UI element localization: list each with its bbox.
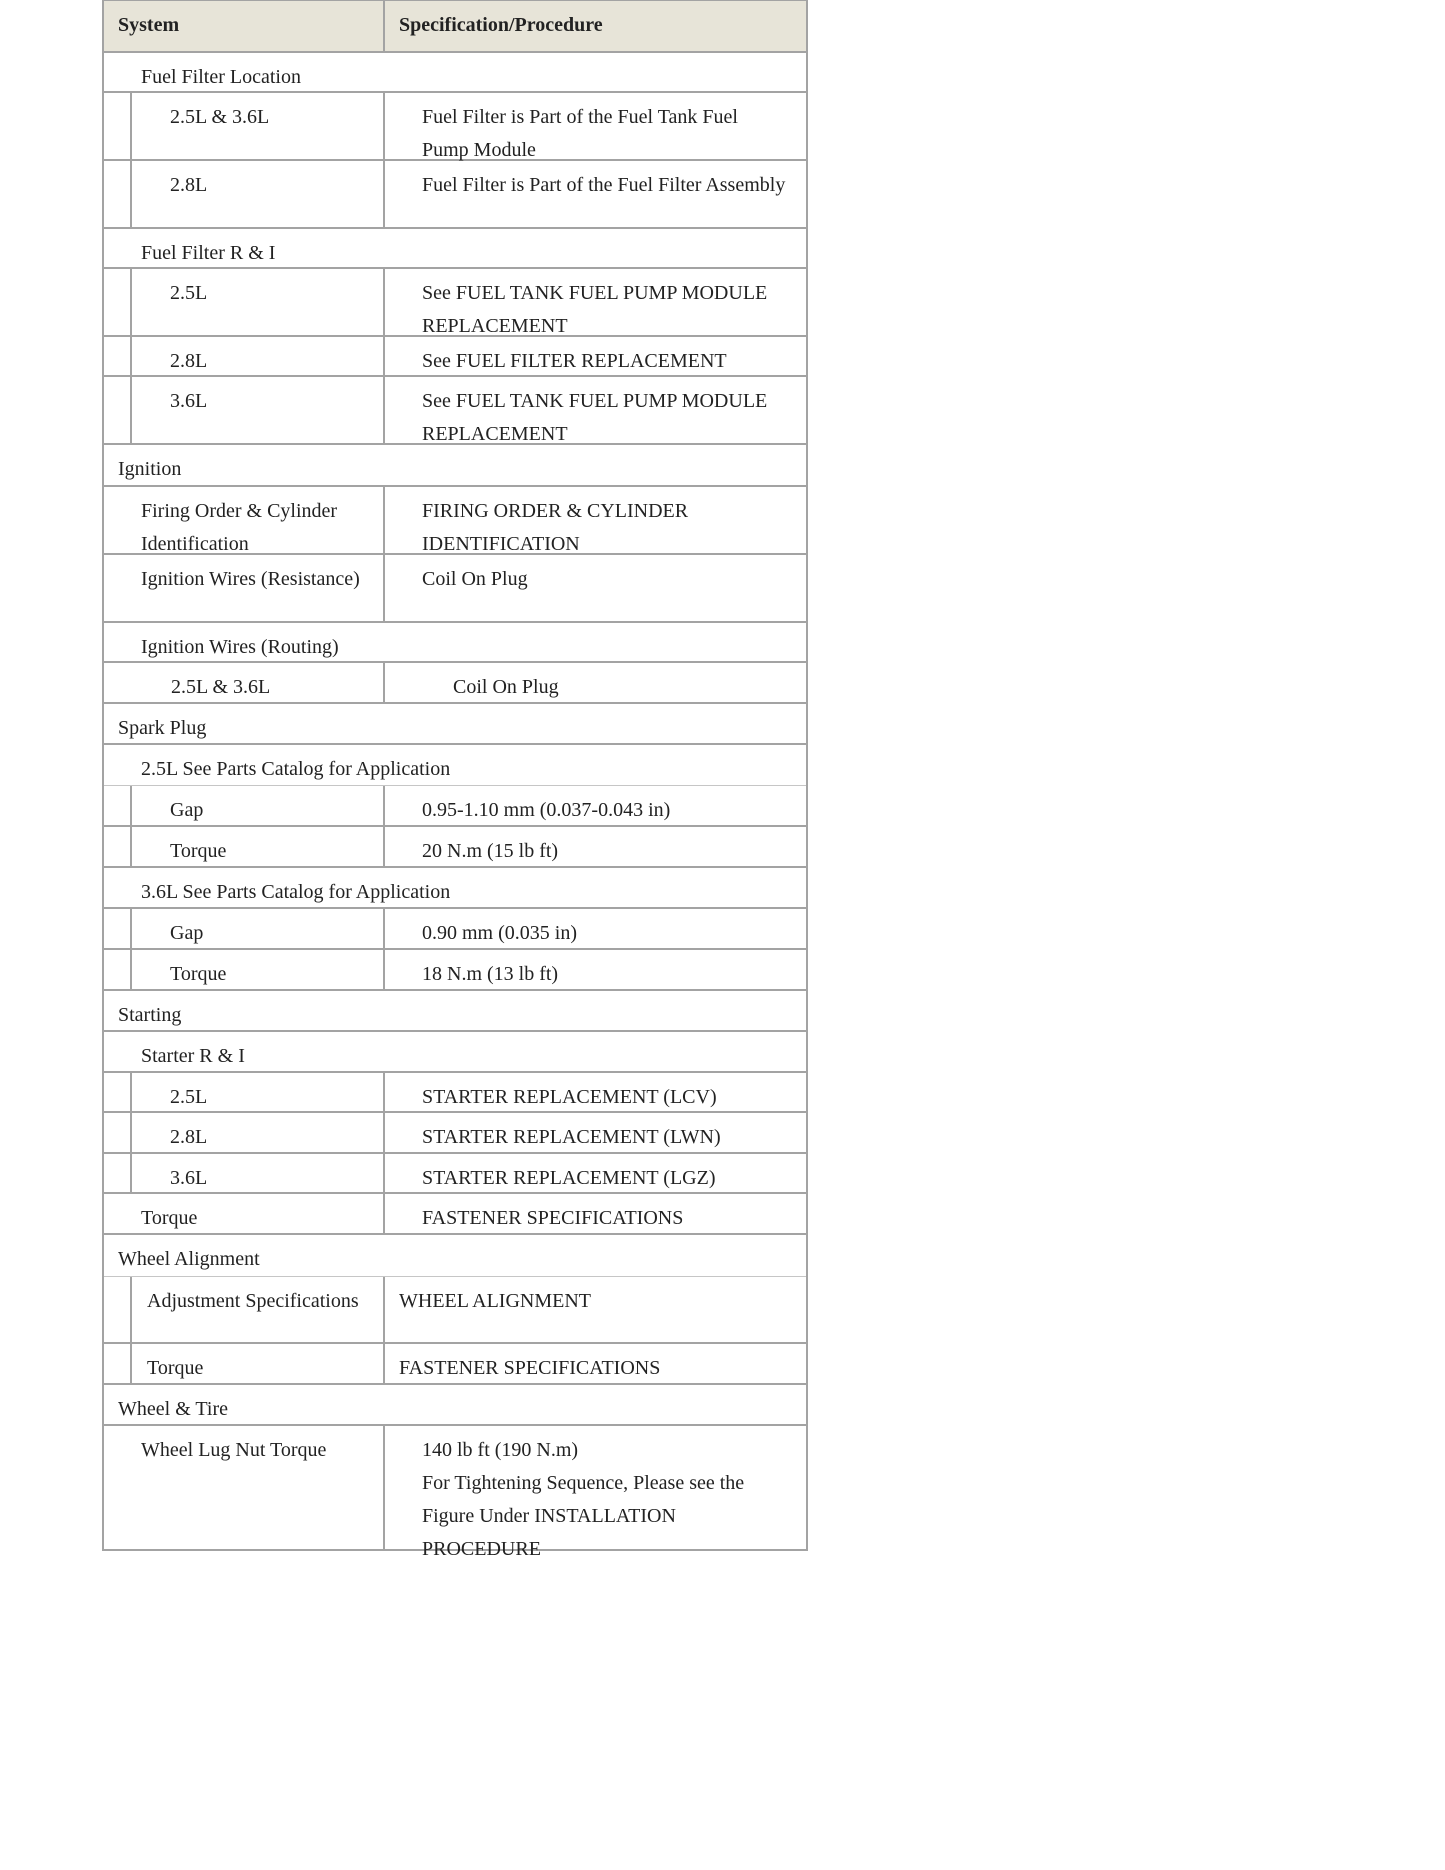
system-label: Gap — [170, 799, 204, 821]
indent-gutter — [104, 1277, 132, 1342]
header-system: System — [104, 1, 385, 51]
system-label: 2.8L — [170, 174, 208, 196]
table-row — [104, 337, 806, 377]
system-cell — [104, 555, 385, 621]
system-label: Adjustment Specifications — [147, 1290, 359, 1312]
spec-value: WHEEL ALIGNMENT — [399, 1290, 591, 1312]
system-label: Wheel Lug Nut Torque — [141, 1439, 327, 1461]
section-label: 2.5L See Parts Catalog for Application — [141, 758, 451, 780]
system-cell — [104, 1154, 385, 1192]
table-row — [104, 1277, 806, 1344]
table-row — [104, 1426, 806, 1560]
table-row — [104, 93, 806, 161]
spec-value: STARTER REPLACEMENT (LCV) — [422, 1086, 717, 1108]
table-row — [104, 1113, 806, 1154]
indent-gutter — [104, 1113, 132, 1152]
system-cell — [104, 663, 385, 702]
table-row — [104, 786, 806, 827]
spec-value: STARTER REPLACEMENT (LGZ) — [422, 1167, 716, 1189]
section-row — [104, 229, 806, 269]
system-cell — [104, 269, 385, 335]
spec-value: See FUEL TANK FUEL PUMP MODULE REPLACEMENT — [422, 282, 768, 337]
indent-gutter — [104, 93, 132, 159]
spec-value: 0.95-1.10 mm (0.037-0.043 in) — [422, 799, 671, 821]
spec-value: 20 N.m (15 lb ft) — [422, 840, 559, 862]
spec-value: 18 N.m (13 lb ft) — [422, 963, 559, 985]
table-row — [104, 950, 806, 991]
spec-value: FASTENER SPECIFICATIONS — [399, 1357, 661, 1379]
table-row — [104, 663, 806, 704]
indent-gutter — [104, 827, 132, 866]
spec-value: STARTER REPLACEMENT (LWN) — [422, 1126, 721, 1148]
system-cell — [104, 1344, 385, 1383]
system-cell — [104, 1073, 385, 1111]
section-row — [104, 53, 806, 93]
section-row — [104, 623, 806, 663]
table-row — [104, 555, 806, 623]
table-row — [104, 1073, 806, 1113]
indent-gutter — [104, 1073, 132, 1111]
table-row — [104, 909, 806, 950]
system-cell — [104, 1113, 385, 1152]
section-label: 3.6L See Parts Catalog for Application — [141, 881, 451, 903]
section-label: Starter R & I — [141, 1045, 245, 1067]
table-row — [104, 269, 806, 337]
table-body — [104, 53, 806, 1560]
spec-value: 140 lb ft (190 N.m) For Tightening Sequence, Please see the Figure Under INSTALLATION PROCEDURE — [422, 1439, 745, 1560]
header-spec: Specification/Procedure — [399, 14, 603, 36]
section-label: Starting — [118, 1004, 182, 1026]
system-cell — [104, 161, 385, 227]
spec-table — [102, 0, 808, 1560]
system-cell — [104, 337, 385, 375]
system-label: 3.6L — [170, 1167, 208, 1189]
spec-value: 0.90 mm (0.035 in) — [422, 922, 577, 944]
system-cell — [104, 93, 385, 159]
section-label: Wheel & Tire — [118, 1398, 228, 1420]
section-row — [104, 1235, 806, 1277]
section-label: Fuel Filter R & I — [141, 242, 276, 264]
section-label: Ignition — [118, 458, 182, 480]
indent-gutter — [104, 161, 132, 227]
system-cell — [104, 487, 385, 553]
system-label: 2.5L & 3.6L — [171, 676, 271, 698]
system-cell — [104, 1277, 385, 1342]
system-label: 3.6L — [170, 390, 208, 412]
system-cell — [104, 786, 385, 825]
spec-value: Coil On Plug — [422, 568, 528, 590]
section-label: Wheel Alignment — [118, 1248, 260, 1270]
system-cell — [104, 950, 385, 989]
indent-gutter — [104, 1344, 132, 1383]
spec-value: Coil On Plug — [453, 676, 559, 698]
section-row — [104, 1385, 806, 1426]
indent-gutter — [104, 950, 132, 989]
spec-value: See FUEL FILTER REPLACEMENT — [422, 350, 727, 372]
system-cell — [104, 909, 385, 948]
table-row — [104, 377, 806, 445]
spec-value: Fuel Filter is Part of the Fuel Tank Fuel Pump Module — [422, 106, 738, 161]
system-label: Firing Order & Cylinder Identification — [141, 500, 338, 555]
system-label: 2.5L — [170, 1086, 208, 1108]
system-cell — [104, 1194, 385, 1233]
indent-gutter — [104, 337, 132, 375]
system-label: Gap — [170, 922, 204, 944]
section-row — [104, 991, 806, 1032]
section-row — [104, 704, 806, 745]
system-label: Torque — [141, 1207, 198, 1229]
section-label: Ignition Wires (Routing) — [141, 636, 339, 658]
spec-value: FASTENER SPECIFICATIONS — [422, 1207, 684, 1229]
section-label: Spark Plug — [118, 717, 207, 739]
system-label: Ignition Wires (Resistance) — [141, 568, 360, 590]
system-cell — [104, 377, 385, 443]
section-row — [104, 445, 806, 487]
system-label: Torque — [147, 1357, 204, 1379]
section-row — [104, 1032, 806, 1073]
spec-value: See FUEL TANK FUEL PUMP MODULE REPLACEMENT — [422, 390, 768, 445]
system-label: Torque — [170, 840, 227, 862]
system-label: 2.5L — [170, 282, 208, 304]
indent-gutter — [104, 1154, 132, 1192]
table-row — [104, 487, 806, 555]
section-row — [104, 745, 806, 786]
table-row — [104, 827, 806, 868]
indent-gutter — [104, 786, 132, 825]
system-cell — [104, 827, 385, 866]
table-row — [104, 161, 806, 229]
system-cell — [104, 1426, 385, 1549]
table-row — [104, 1194, 806, 1235]
table-row — [104, 1154, 806, 1194]
indent-gutter — [104, 909, 132, 948]
section-row — [104, 868, 806, 909]
indent-gutter — [104, 269, 132, 335]
system-label: 2.5L & 3.6L — [170, 106, 270, 128]
table-row — [104, 1344, 806, 1385]
spec-value: FIRING ORDER & CYLINDER IDENTIFICATION — [422, 500, 689, 555]
system-label: 2.8L — [170, 1126, 208, 1148]
indent-gutter — [104, 377, 132, 443]
table-header — [104, 1, 806, 53]
system-label: 2.8L — [170, 350, 208, 372]
section-label: Fuel Filter Location — [141, 66, 301, 88]
spec-value: Fuel Filter is Part of the Fuel Filter Assembly — [422, 174, 786, 196]
system-label: Torque — [170, 963, 227, 985]
